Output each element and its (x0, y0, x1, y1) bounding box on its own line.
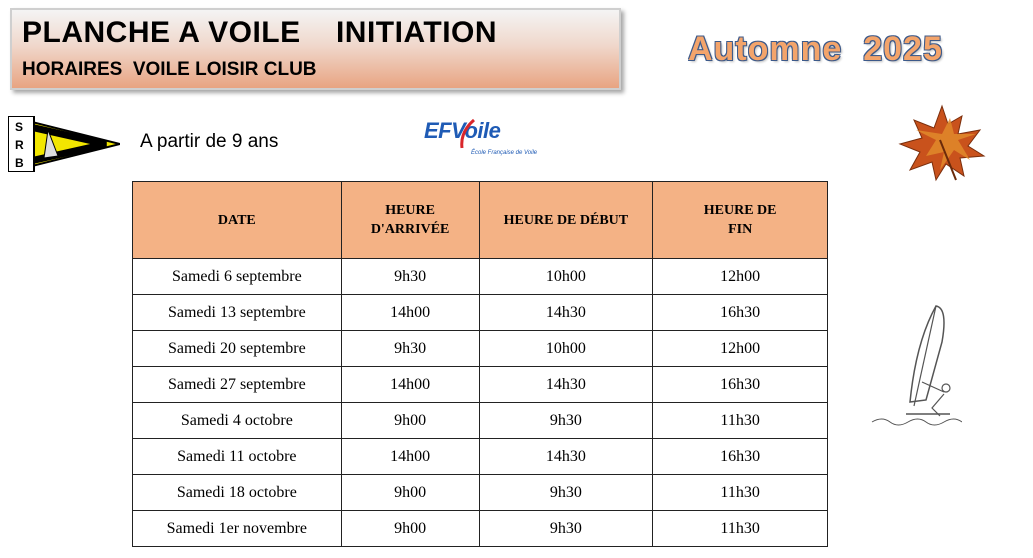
column-header-end: HEURE DE FIN (653, 182, 828, 259)
season-label: Automne 2025 (688, 30, 943, 68)
cell-date: Samedi 18 octobre (133, 475, 342, 511)
cell-end: 12h00 (653, 331, 828, 367)
table-header-row (133, 182, 828, 259)
cell-end: 12h00 (653, 259, 828, 295)
flag-letter-3: B (15, 156, 24, 170)
cell-end: 16h30 (653, 367, 828, 403)
efvoile-logo (424, 118, 544, 162)
column-header-start: HEURE DE DÉBUT (479, 182, 653, 259)
column-header-date: DATE (133, 182, 342, 259)
age-note: A partir de 9 ans (140, 131, 279, 152)
cell-start: 9h30 (479, 511, 653, 547)
cell-start: 9h30 (479, 403, 653, 439)
cell-date: Samedi 6 septembre (133, 259, 342, 295)
table-row (133, 511, 828, 547)
cell-start: 14h30 (479, 295, 653, 331)
table-row (133, 367, 828, 403)
cell-date: Samedi 13 septembre (133, 295, 342, 331)
cell-start: 10h00 (479, 259, 653, 295)
page-subtitle: HORAIRES VOILE LOISIR CLUB (22, 59, 317, 80)
cell-start: 10h00 (479, 331, 653, 367)
cell-arrival: 9h30 (341, 259, 479, 295)
flag-letter-2: R (15, 138, 24, 152)
schedule-table (132, 181, 828, 547)
page-title: PLANCHE A VOILE INITIATION (22, 16, 498, 49)
cell-start: 9h30 (479, 475, 653, 511)
logo-text: EFVoile (424, 118, 501, 143)
cell-date: Samedi 1er novembre (133, 511, 342, 547)
cell-end: 16h30 (653, 439, 828, 475)
table-row (133, 259, 828, 295)
cell-date: Samedi 4 octobre (133, 403, 342, 439)
autumn-leaf-icon (896, 100, 988, 188)
cell-end: 16h30 (653, 295, 828, 331)
cell-end: 11h30 (653, 403, 828, 439)
cell-arrival: 9h00 (341, 511, 479, 547)
logo-swoosh-icon (454, 118, 478, 150)
cell-date: Samedi 20 septembre (133, 331, 342, 367)
logo-tagline: École Française de Voile (471, 150, 538, 156)
cell-arrival: 14h00 (341, 295, 479, 331)
cell-arrival: 9h00 (341, 403, 479, 439)
cell-arrival: 14h00 (341, 367, 479, 403)
cell-end: 11h30 (653, 475, 828, 511)
cell-end: 11h30 (653, 511, 828, 547)
cell-start: 14h30 (479, 367, 653, 403)
flag-letter-1: S (15, 120, 24, 134)
cell-start: 14h30 (479, 439, 653, 475)
cell-arrival: 14h00 (341, 439, 479, 475)
table-row (133, 439, 828, 475)
club-flag-icon (8, 116, 120, 172)
title-banner (10, 8, 621, 90)
cell-arrival: 9h30 (341, 331, 479, 367)
table-row (133, 475, 828, 511)
cell-arrival: 9h00 (341, 475, 479, 511)
column-header-arrival: HEURE D'ARRIVÉE (341, 182, 479, 259)
table-row (133, 403, 828, 439)
cell-date: Samedi 27 septembre (133, 367, 342, 403)
table-row (133, 331, 828, 367)
windsurfer-icon (870, 302, 962, 430)
table-row (133, 295, 828, 331)
cell-date: Samedi 11 octobre (133, 439, 342, 475)
